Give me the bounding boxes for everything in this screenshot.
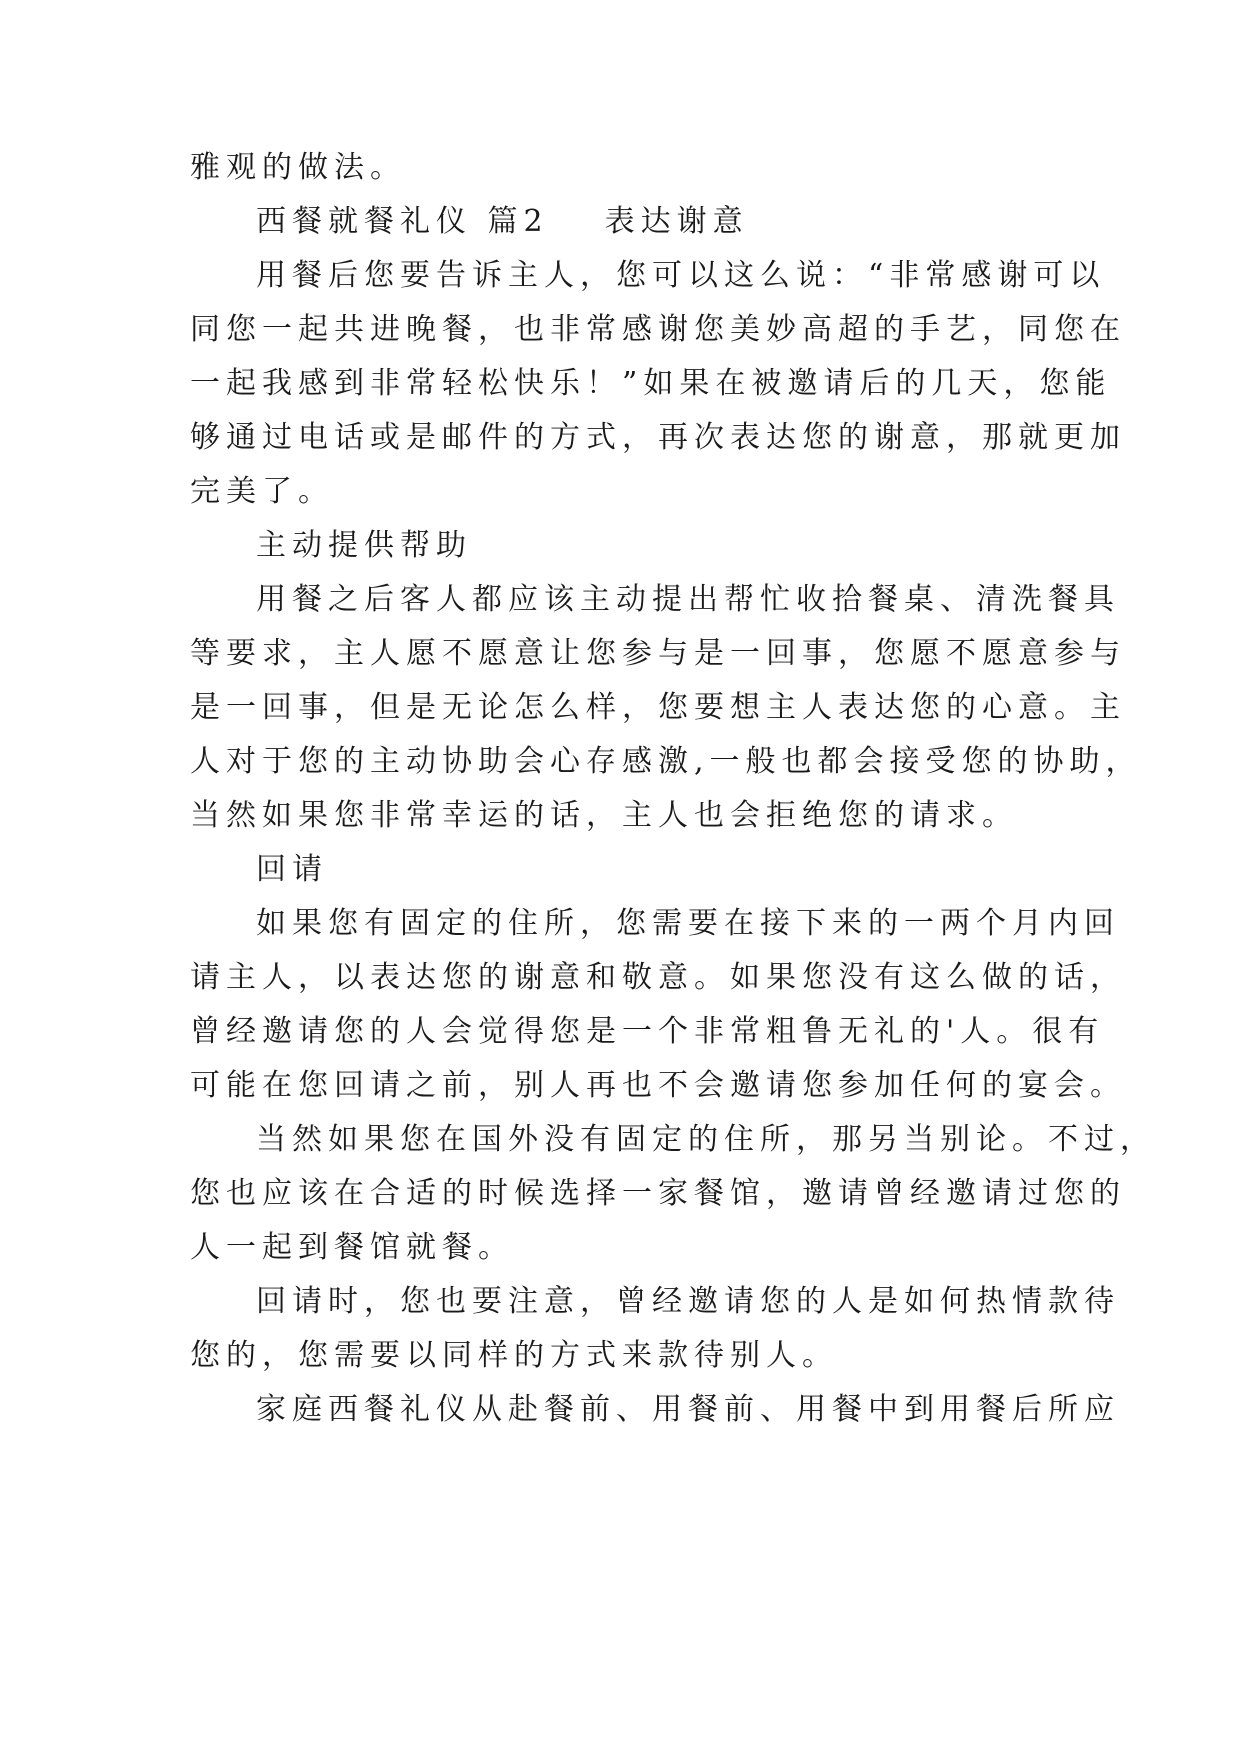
text-line: 如果您有固定的住所，您需要在接下来的一两个月内回 — [256, 906, 1120, 941]
text-line: 您的，您需要以同样的方式来款待别人。 — [190, 1338, 838, 1373]
text-line: 是一回事，但是无论怎么样，您要想主人表达您的心意。主 — [190, 690, 1126, 725]
text-line: 请主人，以表达您的谢意和敬意。如果您没有这么做的话， — [190, 960, 1126, 995]
text-line: 雅观的做法。 — [190, 150, 406, 185]
text-line: 当然如果您在国外没有固定的住所，那另当别论。不过， — [256, 1122, 1156, 1157]
heading-title: 西餐就餐礼仪 篇2 — [256, 204, 549, 239]
heading-subtitle: 表达谢意 — [604, 204, 749, 239]
text-line: 等要求，主人愿不愿意让您参与是一回事，您愿不愿意参与 — [190, 636, 1126, 671]
text-line: 同您一起共进晚餐，也非常感谢您美妙高超的手艺，同您在 — [190, 312, 1126, 347]
text-line: 人对于您的主动协助会心存感激,一般也都会接受您的协助， — [190, 744, 1142, 779]
text-line: 曾经邀请您的人会觉得您是一个非常粗鲁无礼的'人。很有 — [190, 1014, 1105, 1049]
section-heading — [256, 202, 1076, 242]
text-line: 够通过电话或是邮件的方式，再次表达您的谢意，那就更加 — [190, 420, 1126, 455]
text-line: 您也应该在合适的时候选择一家餐馆，邀请曾经邀请过您的 — [190, 1176, 1126, 1211]
text-line: 回请时，您也要注意，曾经邀请您的人是如何热情款待 — [256, 1284, 1120, 1319]
text-line: 用餐之后客人都应该主动提出帮忙收拾餐桌、清洗餐具 — [256, 582, 1120, 617]
text-line: 可能在您回请之前，别人再也不会邀请您参加任何的宴会。 — [190, 1068, 1126, 1103]
text-line: 用餐后您要告诉主人，您可以这么说：“非常感谢可以 — [256, 258, 1106, 293]
subheading: 主动提供帮助 — [256, 528, 472, 563]
text-line: 一起我感到非常轻松快乐！”如果在被邀请后的几天，您能 — [190, 366, 1112, 401]
text-line: 人一起到餐馆就餐。 — [190, 1230, 514, 1265]
text-line: 家庭西餐礼仪从赴餐前、用餐前、用餐中到用餐后所应 — [256, 1392, 1120, 1427]
text-line: 当然如果您非常幸运的话，主人也会拒绝您的请求。 — [190, 798, 1018, 833]
subheading: 回请 — [256, 852, 328, 887]
text-line: 完美了。 — [190, 474, 334, 509]
